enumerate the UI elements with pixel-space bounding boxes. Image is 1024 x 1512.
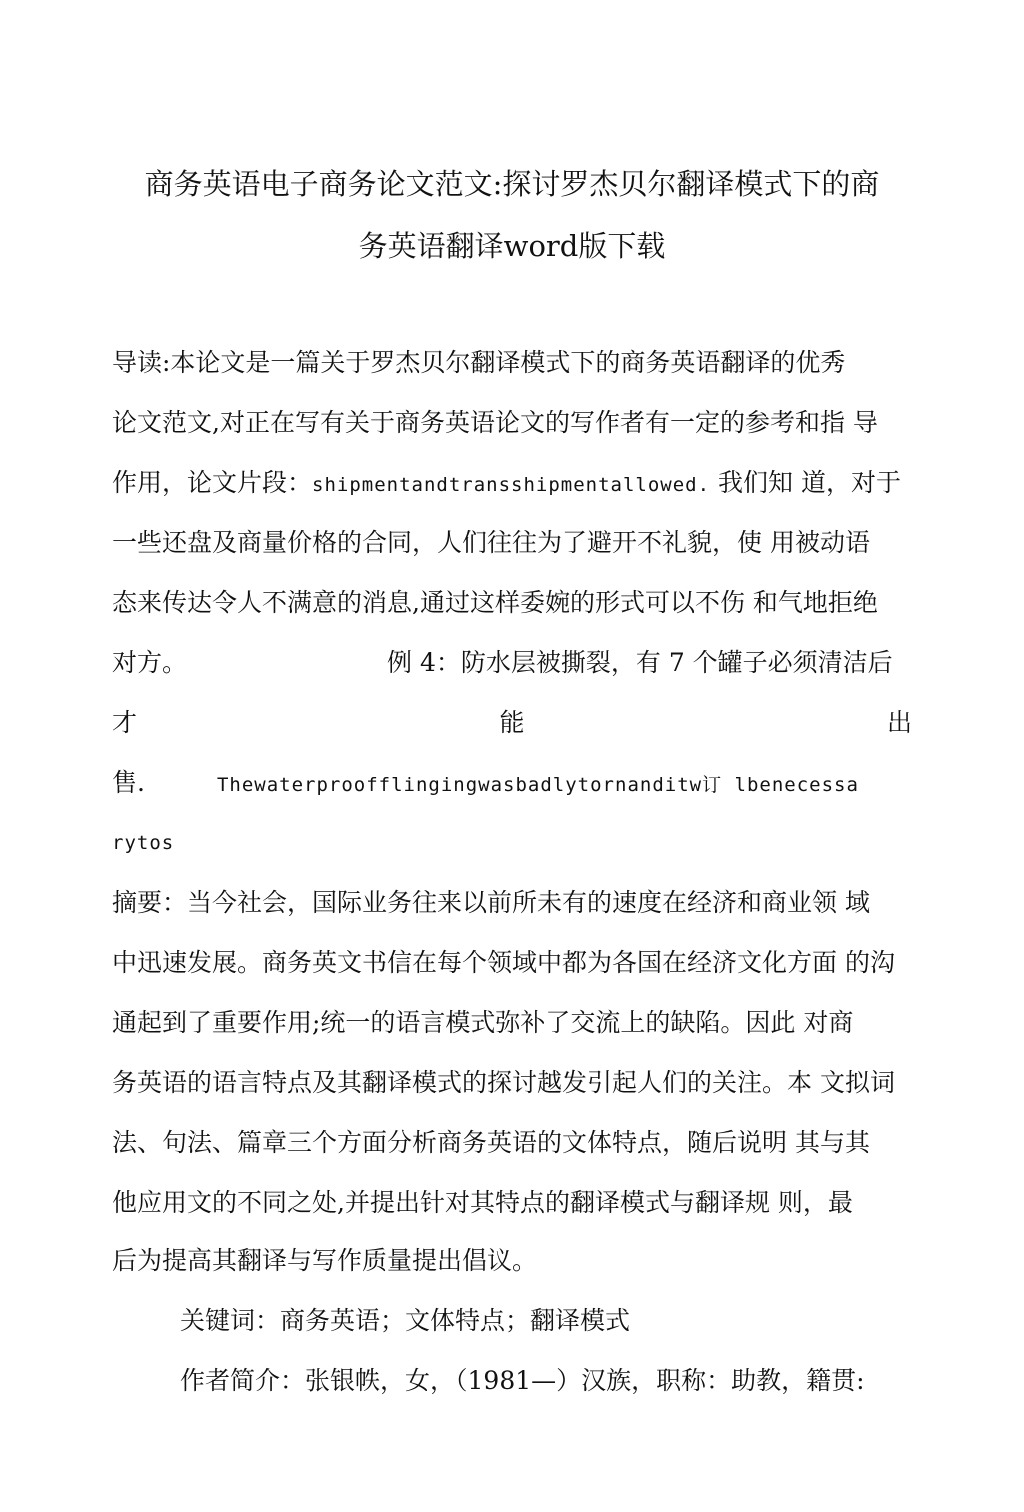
example-label: 例 4：防水层被撕裂，有 7 个罐子必须清洁后: [387, 648, 893, 677]
paragraph-line: rytos: [112, 832, 175, 854]
paragraph-line: [112, 466, 912, 502]
text-span: 能: [499, 708, 525, 737]
paragraph-line: 一些还盘及商量价格的合同，人们往往为了避开不礼貌，使 用被动语: [112, 528, 870, 557]
abstract-line: 摘要：当今社会，国际业务往来以前所未有的速度在经济和商业领 域: [112, 888, 870, 917]
text-span: 对方。: [112, 648, 188, 677]
paragraph-line: [112, 766, 912, 802]
text-span: 出: [886, 708, 912, 737]
text-span: 我们知 道，对于: [710, 468, 901, 497]
english-fragment: Thewaterproofflingingwasbadlytornanditw订 lbenecessa: [216, 774, 859, 796]
abstract-line: 后为提高其翻译与写作质量提出倡议。: [112, 1246, 538, 1275]
document-title-line-1: 商务英语电子商务论文范文:探讨罗杰贝尔翻译模式下的商: [144, 167, 880, 201]
text-span: 才: [112, 708, 138, 737]
paragraph-line: 导读:本论文是一篇关于罗杰贝尔翻译模式下的商务英语翻译的优秀: [112, 348, 846, 377]
paragraph-line: [112, 646, 912, 680]
abstract-line: 务英语的语言特点及其翻译模式的探讨越发引起人们的关注。本 文拟词: [112, 1068, 895, 1097]
paragraph-line: 态来传达令人不满意的消息,通过这样委婉的形式可以不伤 和气地拒绝: [112, 588, 878, 617]
abstract-line: 他应用文的不同之处,并提出针对其特点的翻译模式与翻译规 则，最: [112, 1188, 853, 1217]
english-fragment: shipmentandtransshipmentallowed.: [312, 474, 711, 496]
document-title-line-2: 务英语翻译word版下载: [358, 229, 666, 263]
abstract-line: 通起到了重要作用;统一的语言模式弥补了交流上的缺陷。因此 对商: [112, 1008, 854, 1037]
abstract-line: 中迅速发展。商务英文书信在每个领域中都为各国在经济文化方面 的沟: [112, 948, 895, 977]
paragraph-line: [112, 706, 912, 740]
abstract-line: 法、句法、篇章三个方面分析商务英语的文体特点，随后说明 其与其: [112, 1128, 870, 1157]
paragraph-line: 论文范文,对正在写有关于商务英语论文的写作者有一定的参考和指 导: [112, 408, 878, 437]
author-line: 作者简介：张银帙，女，（1981—）汉族，职称：助教，籍贯:: [180, 1366, 865, 1395]
text-span: 售.: [112, 768, 145, 797]
keywords-line: 关键词：商务英语；文体特点；翻译模式: [180, 1306, 631, 1335]
text-span: 作用，论文片段：: [112, 468, 313, 497]
